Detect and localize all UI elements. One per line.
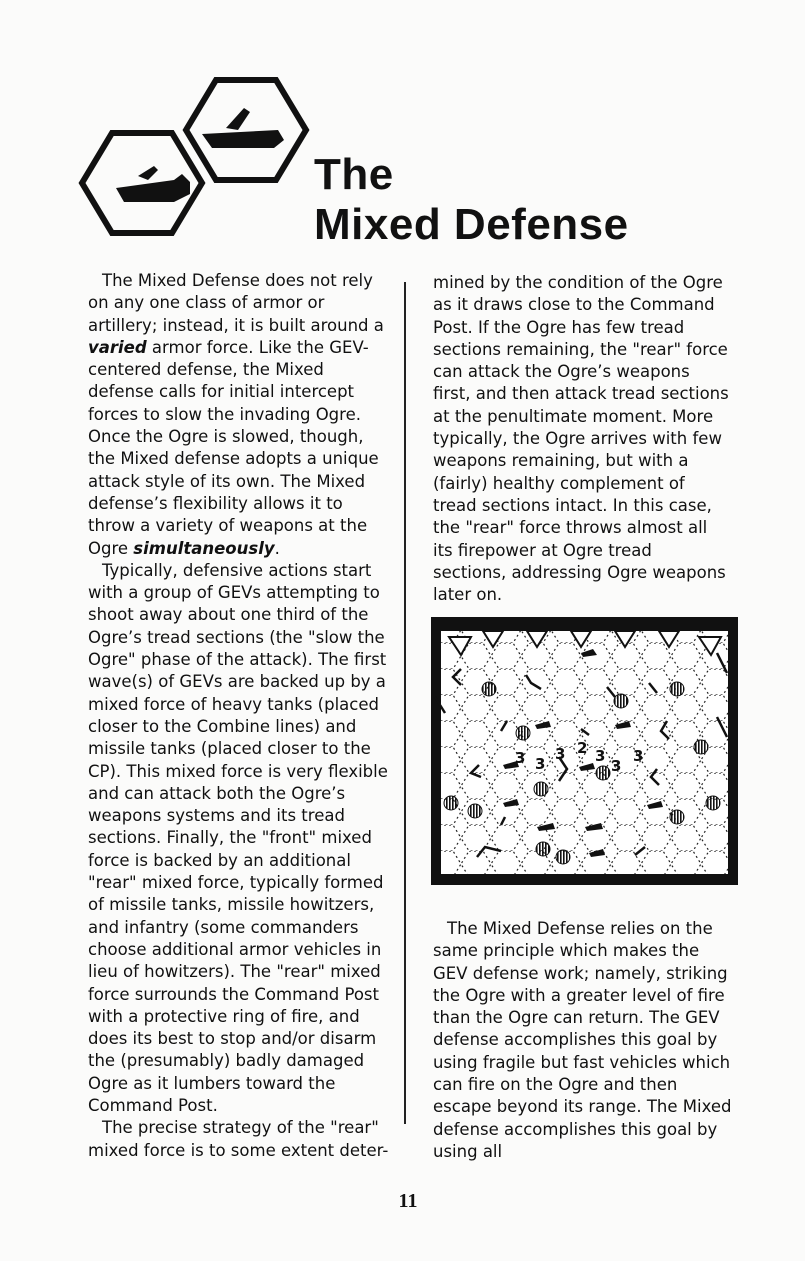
- left-column: [88, 270, 394, 1162]
- unit-number: 3: [555, 745, 566, 763]
- paragraph: The Mixed Defense relies on the same principle which makes the GEV defense work; namely, striking the Ogre with a greater level of fire than the Ogre can return. The GEV defense accomplishes this goal by using fragile but fast vehicles which can fire on the Ogre and then escape beyond its range. The Mixed defense accomplishes this goal by using all: [433, 919, 732, 1161]
- right-column-bottom: [433, 918, 733, 1163]
- unit-number: 3: [515, 749, 526, 767]
- emphasis-simultaneously: simultaneously: [133, 538, 275, 558]
- hex-tank-logo: [78, 70, 318, 250]
- column-divider: [404, 282, 406, 1124]
- unit-number: 2: [577, 739, 588, 757]
- paragraph: The precise strategy of the "rear" mixed force is to some extent deter-: [88, 1118, 389, 1160]
- hex-right: [186, 80, 306, 180]
- right-column-top: [433, 272, 729, 606]
- emphasis-varied: varied: [88, 337, 147, 357]
- tank-icon-left: [116, 166, 190, 202]
- hex-map-illustration: [431, 617, 738, 885]
- page-title-line2: Mixed Defense: [314, 200, 629, 249]
- unit-number: 3: [633, 747, 644, 765]
- paragraph: Typically, defensive actions start with a group of GEVs attempting to shoot away about one third of the Ogre’s tread sections (the "slow the Ogre" phase of the attack). The first wave(s) of GEVs are backed up by a mixed force of heavy tanks (placed closer to the Combine lines) and missile tanks (placed closer to the CP). This mixed force is very flexible and can attack both the Ogre’s weapons systems and its tread sections. Finally, the "front" mixed force is backed by an additional "rear" mixed force, typically formed of missile tanks, missile howitzers, and infantry (some commanders choose additional armor vehicles in lieu of howitzers). The "rear" mixed force surrounds the Command Post with a protective ring of fire, and does its best to stop and/or disarm the (presumably) badly damaged Ogre as it lumbers toward the Command Post.: [88, 560, 388, 1115]
- unit-number: 3: [535, 755, 546, 773]
- page-title-line1: The: [314, 150, 394, 199]
- paragraph: mined by the condition of the Ogre as it draws close to the Command Post. If the Ogre has few tread sections remaining, the "rear" force can attack the Ogre’s weapons first, and then attack tread sections at the penultimate moment. More typically, the Ogre arrives with few weapons remaining, but with a (fairly) healthy complement of tread sections intact. In this case, the "rear" force throws almost all its firepower at Ogre tread sections, addressing Ogre weapons later on.: [433, 273, 729, 605]
- tank-icon-right: [202, 108, 284, 148]
- unit-number: 3: [595, 747, 606, 765]
- paragraph: The Mixed Defense does not rely on any one class of armor or artillery; instead, it is built around a varied armor force. Like the GEV-centered defense, the Mixed defense calls for initial intercept forces to slow the invading Ogre. Once the Ogre is slowed, though, the Mixed defense adopts a unique attack style of its own. The Mixed defense’s flexibility allows it to throw a variety of weapons at the Ogre simultaneously.: [88, 271, 384, 558]
- page-number: 11: [398, 1190, 418, 1212]
- unit-number: 3: [611, 757, 622, 775]
